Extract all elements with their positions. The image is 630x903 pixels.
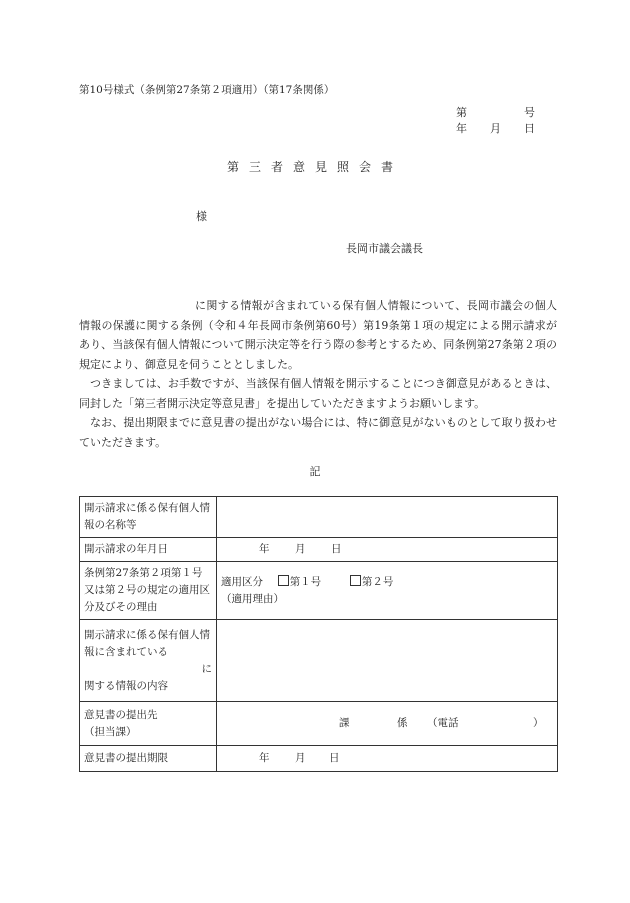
dept-ka: 課 <box>339 717 350 729</box>
table-row <box>80 746 558 772</box>
row-label-part: （担当課） <box>84 725 137 738</box>
paragraph-1: に関する情報が含まれている保有個人情報について、長岡市議会の個人情報の保護に関する条例（令和４年長岡市条例第60号）第19条第１項の規定による開示請求があり、当該保有個人情報について開示決定等を行う際の参考とするため、同条例第27条第２項の規定により、御意見を伺うこととしました。 <box>79 299 557 371</box>
paragraph-3: なお、提出期限までに意見書の提出がない場合には、特に御意見がないものとして取り扱わせていただきます。 <box>79 416 557 449</box>
request-day: 日 <box>331 543 342 555</box>
deadline-month: 月 <box>295 752 306 764</box>
ki-heading: 記 <box>309 465 321 478</box>
row-label-part: に <box>201 662 212 675</box>
body-text <box>79 296 557 452</box>
option-2-label: 第２号 <box>361 575 394 588</box>
row-label: 開示請求に係る保有個人情報の名称等 <box>80 497 217 538</box>
page-title: 第三者意見照会書 <box>226 160 403 174</box>
row-label <box>80 620 217 702</box>
addressee: 様 <box>196 210 207 223</box>
reason-label: （適用理由） <box>221 592 284 605</box>
checkbox-option-1[interactable] <box>278 575 289 586</box>
deadline-year: 年 <box>259 752 270 764</box>
option-1-label: 第１号 <box>289 575 322 588</box>
row-label-part: 意見書の提出先 <box>84 708 158 721</box>
paragraph-2: つきましては、お手数ですが、当該保有個人情報を開示することにつき御意見があるときは、同封した「第三者開示決定等意見書」を提出していただきますようお願いします。 <box>79 377 557 410</box>
table-row <box>80 497 558 538</box>
form-number: 第10号様式（条例第27条第２項適用）（第17条関係） <box>79 84 335 96</box>
number-suffix: 号 <box>524 106 535 119</box>
info-table <box>79 496 558 772</box>
row-label: 開示請求の年月日 <box>80 538 217 562</box>
request-year: 年 <box>259 543 270 555</box>
row-label: 条例第27条第２項第１号又は第２号の規定の適用区分及びその理由 <box>80 562 217 620</box>
phone-close: ） <box>533 717 544 729</box>
row-label-part: 関する情報の内容 <box>84 679 168 692</box>
issue-month: 月 <box>490 122 501 135</box>
row-label: 意見書の提出期限 <box>80 746 217 772</box>
row-label <box>80 702 217 746</box>
submission-dept-field[interactable] <box>217 702 558 746</box>
issue-day: 日 <box>524 122 535 135</box>
table-row <box>80 620 558 702</box>
issue-year: 年 <box>456 122 467 135</box>
row-label-part: 開示請求に係る保有個人情報に含まれている <box>84 628 210 658</box>
deadline-field[interactable] <box>217 746 558 772</box>
category-label: 適用区分 <box>221 575 263 588</box>
table-row <box>80 538 558 562</box>
number-prefix: 第 <box>456 106 467 119</box>
phone-open: （電話 <box>427 717 459 729</box>
category-field <box>217 562 558 620</box>
table-row <box>80 562 558 620</box>
request-month: 月 <box>295 543 306 555</box>
dept-kakari: 係 <box>397 717 408 729</box>
table-row <box>80 702 558 746</box>
sender: 長岡市議会議長 <box>346 242 423 255</box>
checkbox-option-2[interactable] <box>350 575 361 586</box>
info-name-field[interactable] <box>217 497 558 538</box>
request-date-field[interactable] <box>217 538 558 562</box>
deadline-day: 日 <box>329 752 340 764</box>
info-content-field[interactable] <box>217 620 558 702</box>
